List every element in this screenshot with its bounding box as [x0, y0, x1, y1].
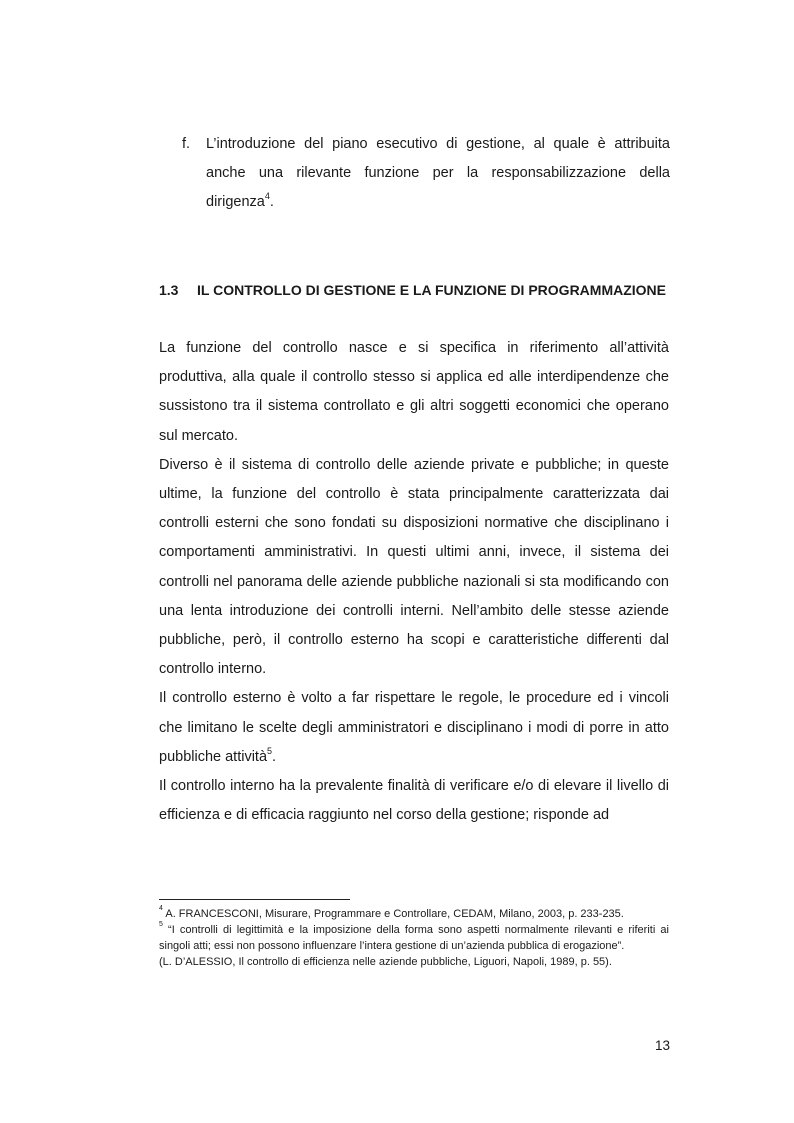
- paragraph-3: Il controllo esterno è volto a far rispettare le regole, le procedure ed i vincoli che limitano le scelte degli amministratori e disciplinano i modi di porre in atto pubbliche attività$^5$.: [159, 690, 669, 765]
- section-title: IL CONTROLLO DI GESTIONE E LA FUNZIONE DI PROGRAMMAZIONE: [197, 282, 666, 298]
- section-number: 1.3: [159, 282, 179, 298]
- footnote-5-source: (L. D’ALESSIO, Il controllo di efficienza nelle aziende pubbliche, Liguori, Napoli, 1989, p. 55).: [159, 956, 612, 968]
- paragraph-1: La funzione del controllo nasce e si specifica in riferimento all’attività produttiva, alla quale il controllo stesso si applica ed alle interdipendenze che sussistono tra il sistema controllato e gli altri soggetti economici che operano sul mercato.: [159, 340, 669, 444]
- section-heading: [159, 279, 679, 301]
- footnote-4: $^4$ A. FRANCESCONI, Misurare, Programmare e Controllare, CEDAM, Milano, 2003, p. 233-235.: [159, 905, 624, 920]
- footnote-ref-4[interactable]: 4: [264, 191, 270, 202]
- body-text: [159, 334, 669, 830]
- footnote-5: $^5$ “I controlli di legittimità e la imposizione della forma sono aspetti normalmente rilevanti e riferiti ai singoli atti; essi non possono influenzare l’intera gestione di un’azienda pubblica di erogazione”.: [159, 921, 669, 952]
- footnotes: [159, 906, 669, 970]
- paragraph-2: Diverso è il sistema di controllo delle aziende private e pubbliche; in queste ultime, la funzione del controllo è stata principalmente caratterizzata dai controlli esterni che sono fondati su disposizioni normative che disciplinano i comportamenti amministrativi. In questi ultimi anni, invece, il sistema dei controlli nel panorama delle aziende pubbliche nazionali si sta modificando con una lenta introduzione dei controlli interni. Nell’ambito delle stesse aziende pubbliche, però, il controllo esterno ha scopi e caratteristiche differenti dal controllo interno.: [159, 456, 669, 678]
- footnote-ref-5[interactable]: 5: [267, 746, 273, 757]
- page-number: 13: [654, 1038, 670, 1053]
- footnote-separator: [159, 899, 350, 900]
- paragraph-4: Il controllo interno ha la prevalente finalità di verificare e/o di elevare il livello di efficienza e di efficacia raggiunto nel corso della gestione; risponde ad: [159, 778, 669, 824]
- list-item-text: L’introduzione del piano esecutivo di gestione, al quale è attribuita anche una rilevante funzione per la responsabilizzazione della dirigenza$^4$.: [206, 136, 670, 210]
- list-marker: f.: [182, 136, 191, 152]
- list-item-f: [182, 130, 670, 217]
